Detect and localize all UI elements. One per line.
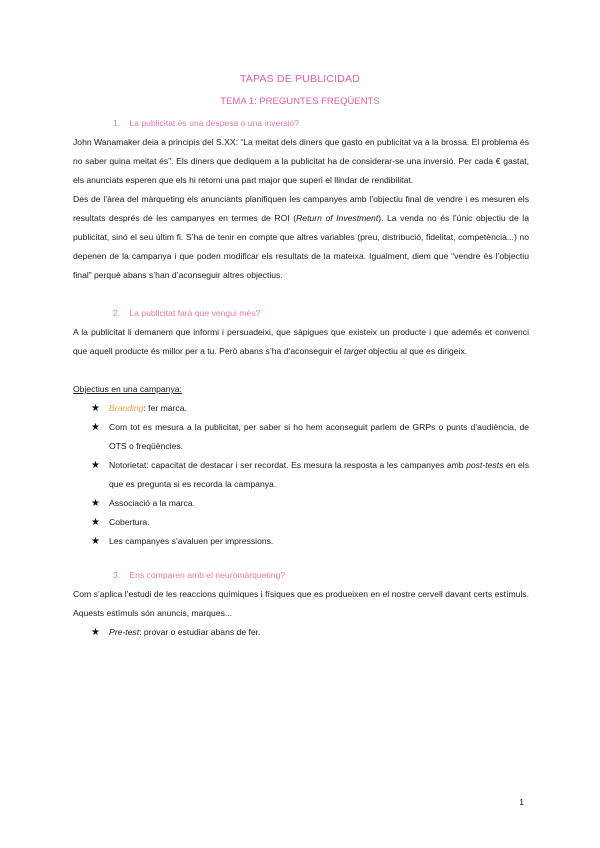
paragraph-2 [73,190,529,285]
objective-text: Les campanyes s’avaluen per impressions. [109,536,274,546]
objective-text: Cobertura. [109,517,150,527]
question-1-text: La publicitat és una despesa o una inversió? [129,118,299,128]
list-item [73,399,529,418]
list-item [73,623,529,642]
pretest-italic: Pre-test [109,627,140,637]
question-2 [113,304,529,323]
objective-italic: Branding [109,403,144,413]
list-item [73,494,529,513]
document-title: TAPAS DE PUBLICIDAD [239,73,361,85]
question-2-number: 2. [113,308,121,318]
star-bullet-icon: ★ [91,403,100,414]
paragraph-4: Com s’aplica l’estudi de les reaccions químiques i físiques que es produeixen en el nostre cervell davant certs estímuls. Aquests estímuls són anuncis, marques... [73,589,529,618]
spacer [73,285,529,304]
page-number: 1 [519,797,524,807]
list-item [73,532,529,551]
list-item [73,418,529,456]
paragraph-2-italic: Return of Investment [296,213,379,223]
paragraph-3-part-a: A la publicitat li demanem que informi i persuadeixi, que sàpigues que existeix un producte i que ademés et convenci que aquell producte és millor per a tu. Però abans s’ha d’aconseguir el [73,327,529,356]
question-2-text: La publicitat farà que vengui més? [129,308,261,318]
objectives-heading: Objectius en una campanya: [73,384,182,394]
spacer [73,361,529,380]
paragraph-3 [73,323,529,361]
paragraph-2-part-a: Des de l’àrea del màrqueting els anunciants planifiquen les campanyes amb l’objectiu final de vendre i es mesuren els resultats després de les campanyes en termes de ROI ( [73,194,529,223]
objective-italic: post-tests [466,460,504,470]
paragraph-3-italic: target [343,346,366,356]
star-bullet-icon: ★ [91,517,100,528]
star-bullet-icon: ★ [91,422,100,433]
pretest-text: : provar o estudiar abans de fer. [139,627,261,637]
question-3-text: Ens comparen amb el neuromàrqueting? [129,570,286,580]
objective-text: : fer marca. [143,403,187,413]
question-3 [113,566,529,585]
question-1 [113,114,529,133]
star-bullet-icon: ★ [91,627,100,638]
paragraph-3-part-b: objectiu al que es dirigeix. [365,346,468,356]
list-item [73,513,529,532]
document-subtitle: TEMA 1: PREGUNTES FREQÜENTS [220,96,380,107]
paragraph-2-part-b: ). La venda no és l’únic objectiu de la publicitat, sinó el seu últim fi. S’ha de tenir en compte que altres variables (preu, distribució, fidelitat, competència...) no depenen de la campanya i que poden modificar els resultats de la mateixa. Igualment, diem que “vendre és l’objectiu final” perquè abans s’han d’aconseguir altres objectius. [73,213,529,280]
document-body [73,114,529,642]
objective-text: Notorietat: capacitat de destacar i ser recordat. Es mesura la resposta a les campanyes amb [109,460,467,470]
objectives-list [73,399,529,551]
objective-text: Associació a la marca. [109,498,195,508]
star-bullet-icon: ★ [91,498,100,509]
spacer [73,551,529,566]
question-3-number: 3. [113,570,121,580]
question-1-number: 1. [113,118,121,128]
list-item [73,456,529,494]
objective-text: en els que es pregunta si es recorda la campanya. [109,460,529,489]
pretest-list [73,623,529,642]
star-bullet-icon: ★ [91,536,100,547]
star-bullet-icon: ★ [91,460,100,471]
objective-text: Com tot es mesura a la publicitat, per saber si ho hem aconseguit parlem de GRPs o punts d’audiència, de OTS o freqüències. [109,422,529,451]
paragraph-1: John Wanamaker deia a principis del S.XX: “La meitat dels diners que gasto en publicitat va a la brossa. El problema és no saber quina meitat és”. Els diners que dediquem a la publicitat ha de considerar-se una inversió. Per cada € gastat, els anunciats esperen que els hi retorni una part major que superi el llindar de rendibilitat. [73,137,529,185]
